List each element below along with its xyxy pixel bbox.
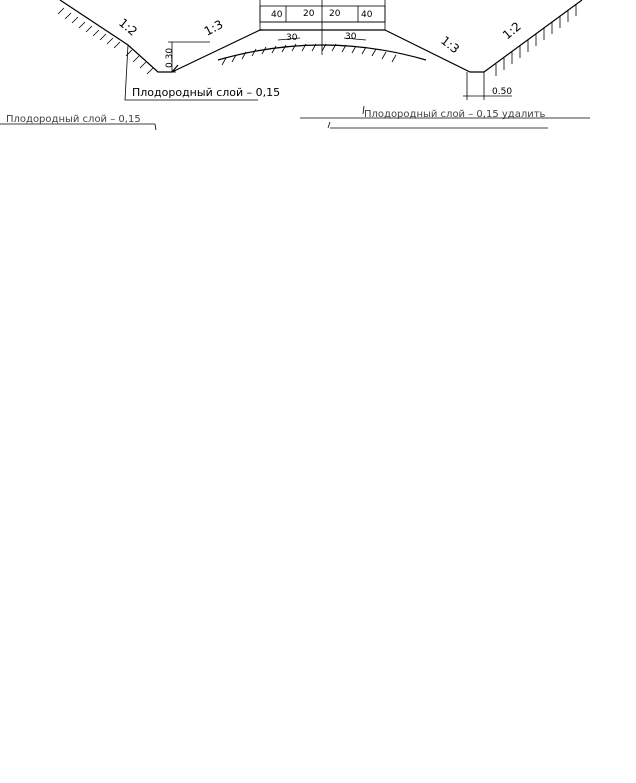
topsoil-label-main: Плодородный слой – 0,15 <box>132 86 281 99</box>
dim-ditch-bottom: 0.50 <box>492 87 513 97</box>
topsoil-label-cut-right: Плодородный слой – 0,15 удалить <box>364 109 546 120</box>
slope-label-left-inner: 1:3 <box>201 17 226 39</box>
dim-top-40-right: 40 <box>361 10 373 20</box>
dim-crown-30-right: 30 <box>345 32 357 42</box>
topsoil-label-cut-left: Плодородный слой – 0,15 <box>6 114 141 125</box>
road-structure <box>260 0 385 55</box>
slope-label-right-outer: 1:2 <box>499 19 524 43</box>
slope-label-left-outer: 1:2 <box>116 15 140 39</box>
right-outer-slope <box>484 0 582 76</box>
slope-label-right-inner: 1:3 <box>438 33 462 57</box>
dim-crown-30-left: 30 <box>286 33 298 43</box>
dim-ditch-depth: 0.30 <box>165 47 175 68</box>
left-outer-slope <box>58 0 178 74</box>
left-ditch <box>168 30 262 72</box>
dim-top-40-left: 40 <box>271 10 283 20</box>
dim-top-20-right: 20 <box>329 9 341 19</box>
dim-top-20-left: 20 <box>303 9 315 19</box>
